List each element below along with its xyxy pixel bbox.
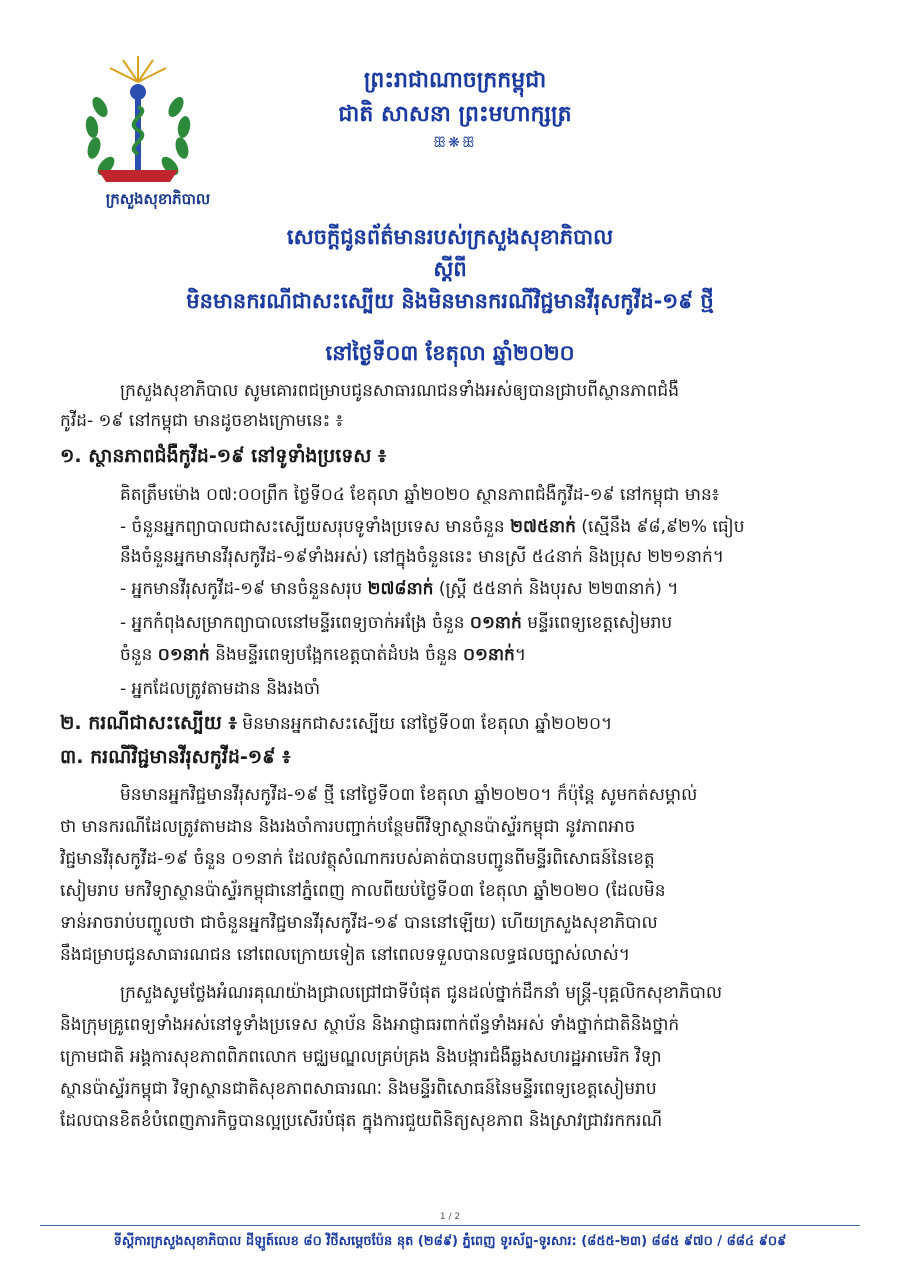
bullet-recovered-cont: នឹងចំនួនអ្នកមានវីរុសកូវីដ-១៩ទាំងអស់) នៅក្នុងចំនួននេះ មានស្រី ៥៤នាក់ និងប្រុស ២២១នាក់។ bbox=[120, 547, 724, 567]
kingdom-title: ព្រះរាជាណាចក្រកម្ពុជា bbox=[363, 68, 547, 93]
intro-line: កូវីដ- ១៩ នៅកម្ពុជា មានដូចខាងក្រោមនេះ ៖ bbox=[60, 411, 344, 431]
page-number: 1 / 2 bbox=[439, 1212, 461, 1222]
ornament-divider: ꕥ❋ꕥ bbox=[433, 135, 477, 151]
ministry-emblem-icon bbox=[78, 52, 198, 192]
footer-divider bbox=[40, 1225, 860, 1226]
total-cases-count: ២៧៨នាក់ bbox=[367, 579, 434, 599]
bullet-total-cases: - អ្នកមានវីរុសកូវីដ-១៩ មានចំនួនសរុប ២៧៨នាក់ (ស្ត្រី ៥៥នាក់ និងបុរស ២២៣នាក់) ។ bbox=[120, 579, 679, 599]
intro-line: ក្រសួងសុខាភិបាល សូមគោរពជម្រាបជូនសាធារណជនទាំងអស់ឲ្យបានជ្រាបពីស្ថានភាពជំងឺ bbox=[120, 381, 679, 401]
ministry-logo bbox=[78, 52, 198, 192]
document-subject: មិនមានករណីជាសះស្បើយ និងមិនមានករណីវិជ្ជមានវីរុសកូវីដ-១៩ ថ្មី bbox=[186, 289, 714, 313]
ministry-caption: ក្រសួងសុខាភិបាល bbox=[105, 190, 211, 208]
closing-line: ស្ថានប៉ាស្ទ័រកម្ពុជា វិទ្យាស្ថានជាតិសុខភាពសាធារណៈ និងមន្ទីរពិសោធន៍នៃមន្ទីរពេទ្យខេត្តសៀមរាប bbox=[60, 1079, 657, 1099]
section3-line: ថា មានករណីដែលត្រូវតាមដាន និងរងចាំការបញ្ជាក់បន្ថែមពីវិទ្យាស្ថានប៉ាស្ទ័រកម្ពុជា នូវភាពអាច bbox=[60, 817, 636, 837]
section3-line: នឹងជម្រាបជូនសាធារណជន នៅពេលក្រោយទៀត នៅពេលទទួលបានលទ្ធផលច្បាស់លាស់។ bbox=[60, 945, 630, 965]
section3-line: ទាន់អាចរាប់បញ្ចូលថា ជាចំនួនអ្នកវិជ្ជមានវីរុសកូវីដ-១៩ បាននៅឡើយ) ហើយក្រសួងសុខាភិបាល bbox=[60, 913, 658, 933]
closing-line: ក្រសួងសូមថ្លែងអំណរគុណយ៉ាងជ្រាលជ្រៅជាទីបំផុត ជូនដល់ថ្នាក់ដឹកនាំ មន្ត្រី-បុគ្គលិកសុខាភិបាល bbox=[120, 983, 723, 1003]
document-date: នៅថ្ងៃទី០៣ ខែតុលា ឆ្នាំ២០២០ bbox=[325, 341, 575, 365]
bullet-monitored: - អ្នកដែលត្រូវតាមដាន និងរងចាំ bbox=[120, 679, 321, 699]
document-body bbox=[60, 378, 840, 1208]
section1-heading: ១. ស្ថានភាពជំងឺកូវីដ-១៩ នៅទូទាំងប្រទេស ៖ bbox=[60, 445, 387, 467]
footer-address: ទីស្តីការក្រសួងសុខាភិបាល ដីឡូត៍លេខ ៨០ វិថីសម្តេចប៉ែន នុត (២៨៩) ភ្នំពេញ ទូរស័ព្ទ-ទូរសារ: (៨៥៥-២៣) ៨៨៥ ៩៧០ / ៨៨៤ ៩០៩ bbox=[113, 1234, 787, 1249]
recovered-count: ២៧៥នាក់ bbox=[510, 517, 576, 537]
section3-line: សៀមរាប មកវិទ្យាស្ថានប៉ាស្ទ័រកម្ពុជានៅភ្នំពេញ កាលពីយប់ថ្ងៃទី០៣ ខែតុលា ឆ្នាំ២០២០ (ដែលមិន bbox=[60, 881, 666, 901]
bullet-hospitalized-cont: ចំនួន ០១នាក់ និងមន្ទីរពេទ្យបង្អែកខេត្តបាត់ដំបង ចំនួន ០១នាក់។ bbox=[120, 645, 527, 665]
closing-line: ដែលបានខិតខំបំពេញភារកិច្ចបានល្អប្រសើរបំផុត ក្នុងការជួយពិនិត្យសុខភាព និងស្រាវជ្រាវរកករណី bbox=[60, 1111, 663, 1131]
section3-line: វិជ្ជមានវីរុសកូវីដ-១៩ ចំនួន ០១នាក់ ដែលវត្ថុសំណាករបស់គាត់បានបញ្ជូនពីមន្ទីរពិសោធន៍នៃខេត្ត bbox=[60, 849, 655, 869]
closing-line: និងក្រុមគ្រូពេទ្យទាំងអស់នៅទូទាំងប្រទេស ស្ថាប័ន និងអាជ្ញាធរពាក់ព័ន្ធទាំងអស់ ទាំងថ្នាក់ជាតិនិងថ្នាក់ bbox=[60, 1015, 680, 1035]
section2: ២. ករណីជាសះស្បើយ ៖ មិនមានអ្នកជាសះស្បើយ នៅថ្ងៃទី០៣ ខែតុលា ឆ្នាំ២០២០។ bbox=[60, 712, 613, 734]
section3-heading: ៣. ករណីវិជ្ជមានវីរុសកូវីដ-១៩ ៖ bbox=[60, 746, 291, 768]
section3-line: មិនមានអ្នកវិជ្ជមានវីរុសកូវីដ-១៩ ថ្មី នៅថ្ងៃទី០៣ ខែតុលា ឆ្នាំ២០២០។ ក៏ប៉ុន្តែ សូមកត់សម្គាល់ bbox=[120, 785, 698, 805]
section1-lead: គិតត្រឹមម៉ោង ០៧:០០ព្រឹក ថ្ងៃទី០៤ ខែតុលា ឆ្នាំ២០២០ ស្ថានភាពជំងឺកូវីដ-១៩ នៅកម្ពុជា មាន៖ bbox=[120, 485, 720, 505]
title-regarding: ស្ដីពី bbox=[433, 257, 467, 281]
bullet-hospitalized: - អ្នកកំពុងសម្រាកព្យាបាលនៅមន្ទីរពេទ្យចាក់អង្រែ ចំនួន ០១នាក់ មន្ទីរពេទ្យខេត្តសៀមរាប bbox=[120, 613, 673, 633]
document-title: សេចក្ដីជូនព័ត៌មានរបស់ក្រសួងសុខាភិបាល bbox=[286, 225, 614, 249]
kingdom-motto: ជាតិ សាសនា ព្រះមហាក្សត្រ bbox=[338, 102, 572, 127]
section2-heading: ២. ករណីជាសះស្បើយ ៖ bbox=[60, 712, 237, 734]
closing-line: ក្រោមជាតិ អង្គការសុខភាពពិភពលោក មជ្ឈមណ្ឌលគ្រប់គ្រង និងបង្ការជំងឺឆ្លងសហរដ្ឋអាមេរិក វិទ្យា bbox=[60, 1047, 662, 1067]
bullet-recovered: - ចំនួនអ្នកព្យាបាលជាសះស្បើយសរុបទូទាំងប្រទេស មានចំនួន ២៧៥នាក់ (ស្មើនឹង ៩៨,៩២% ធៀប bbox=[120, 517, 745, 537]
